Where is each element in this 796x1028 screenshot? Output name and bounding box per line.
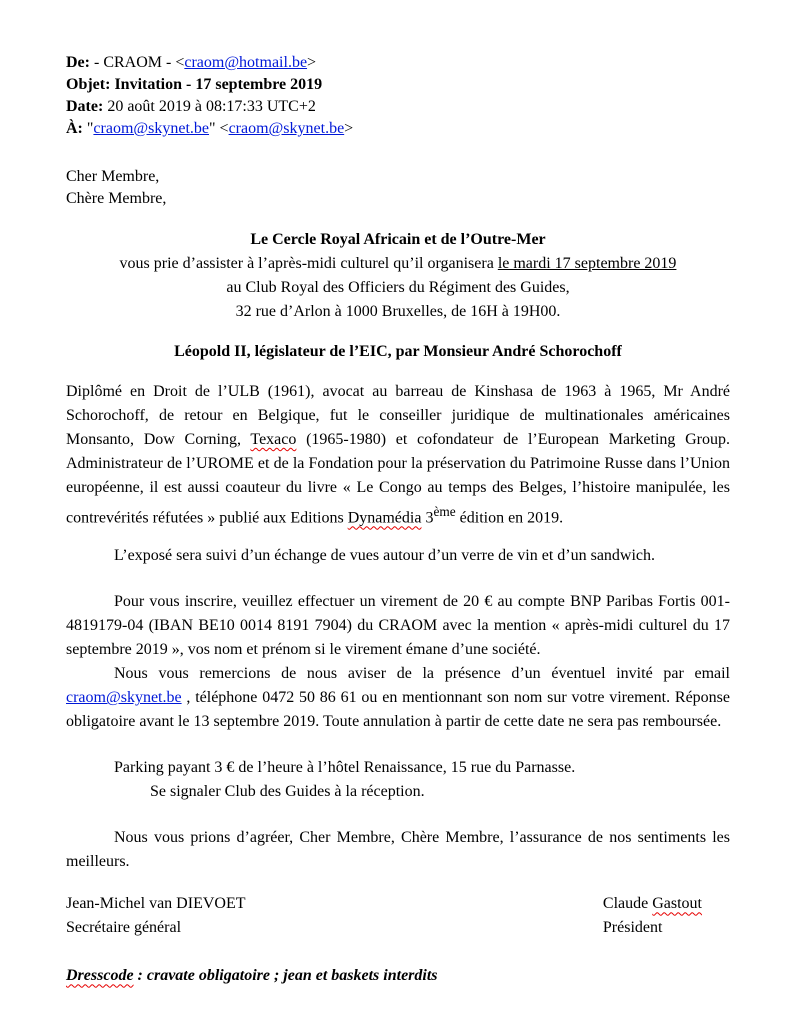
signature-block	[66, 892, 730, 940]
from-pre-text: - CRAOM - <	[89, 54, 185, 71]
inscription-paragraph-2	[66, 662, 730, 734]
from-label: De:	[66, 54, 90, 71]
to-label: À:	[66, 120, 83, 137]
signature-president	[603, 892, 702, 940]
closing-line: Nous vous prions d’agréer, Cher Membre, Chère Membre, l’assurance de nos sentiments les meilleurs.	[66, 829, 730, 871]
salutation-block	[66, 166, 730, 210]
from-line	[66, 52, 730, 74]
secretary-title: Secrétaire général	[66, 919, 182, 937]
dresscode-rest: : cravate obligatoire ; jean et baskets interdits	[133, 967, 438, 985]
parking-line: Parking payant 3 € de l’heure à l’hôtel Renaissance, 15 rue du Parnasse.	[114, 759, 576, 777]
from-post-text: >	[307, 54, 317, 71]
dresscode-word-misspelled: Dresscode	[66, 967, 134, 985]
invitation-line-date	[66, 252, 730, 276]
to-line	[66, 118, 730, 140]
invitation-title: Le Cercle Royal Africain et de l’Outre-Mer	[250, 231, 546, 248]
inscription-block	[66, 590, 730, 734]
parking-block	[66, 756, 730, 804]
invitation-date-underlined: le mardi 17 septembre 2019	[497, 255, 677, 272]
invitation-block	[66, 228, 730, 324]
invitation-venue: au Club Royal des Officiers du Régiment des Guides,	[226, 279, 570, 296]
date-line	[66, 96, 730, 118]
to-email-link-angle[interactable]: craom@skynet.be	[228, 120, 345, 137]
se-signaler-line: Se signaler Club des Guides à la réception.	[150, 783, 425, 801]
inscription-email-link[interactable]: craom@skynet.be	[66, 689, 182, 707]
to-pre-text: "	[82, 120, 94, 137]
subject-line	[66, 74, 730, 96]
dresscode-line	[66, 964, 730, 988]
bio-part-3: 3	[421, 509, 434, 527]
email-header	[66, 52, 730, 140]
invitation-date-pre: vous prie d’assister à l’après-midi culturel qu’il organisera	[119, 255, 498, 272]
inscription-p2-post: , téléphone 0472 50 86 61 ou en mentionnant son nom sur votre virement. Réponse obligatoire avant le 13 septembre 2019. Toute annulation à partir de cette date ne sera pas remboursée.	[66, 689, 730, 731]
subject-value: Invitation - 17 septembre 2019	[110, 76, 323, 93]
salutation-line-2: Chère Membre,	[66, 190, 167, 207]
inscription-paragraph-1: Pour vous inscrire, veuillez effectuer un virement de 20 € au compte BNP Paribas Fortis 001-4819179-04 (IBAN BE10 0014 8191 7904) du CRAOM avec la mention « après-midi culturel du 17 septembre 2019 », vos nom et prénom si le virement émane d’une société.	[66, 593, 730, 659]
bio-part-1: Diplômé en Droit de l’ULB (1961), avocat au barreau de Kinshasa de 1963 à 1965, Mr André Schorochoff, de retour en Belgique, fut le conseiller juridique de multinationales américaines Monsanto, Dow Corning,	[66, 383, 730, 448]
invitation-address: 32 rue d’Arlon à 1000 Bruxelles, de 16H à 19H00.	[235, 303, 561, 320]
secretary-name: Jean-Michel van DIEVOET	[66, 895, 246, 913]
bio-edition-superscript: ème	[433, 504, 456, 519]
president-name	[603, 892, 702, 916]
bio-part-4: édition en 2019.	[455, 509, 564, 527]
president-last-name-misspelled: Gastout	[652, 895, 702, 913]
bio-dynamedia-misspelled: Dynamédia	[347, 509, 422, 527]
expose-line: L’exposé sera suivi d’un échange de vues autour d’un verre de vin et d’un sandwich.	[114, 547, 656, 565]
bio-part-2: (1965-1980) et cofondateur de l’European Marketing Group. Administrateur de l’UROME et de la Fondation pour la préservation du Patrimoine Russe dans l’Union européenne, il est aussi coauteur du livre « Le Congo au temps des Belges, l’histoire manipulée, les contrevérités réfutées » publié aux Editions	[66, 431, 730, 527]
talk-title: Léopold II, législateur de l’EIC, par Monsieur André Schorochoff	[174, 343, 622, 360]
signature-secretary	[66, 892, 246, 940]
from-email-link[interactable]: craom@hotmail.be	[184, 54, 308, 71]
president-title: Président	[602, 919, 663, 937]
to-email-link-quoted[interactable]: craom@skynet.be	[93, 120, 210, 137]
president-first-name: Claude	[602, 895, 653, 913]
inscription-p2-pre: Nous vous remercions de nous aviser de la présence d’un éventuel invité par email	[114, 665, 730, 683]
to-post-text: >	[344, 120, 354, 137]
to-mid-text: " <	[209, 120, 229, 137]
bio-texaco-misspelled: Texaco	[250, 431, 297, 448]
salutation-line-1: Cher Membre,	[66, 168, 160, 185]
subject-label: Objet:	[66, 76, 111, 93]
date-label: Date:	[66, 98, 104, 115]
speaker-bio	[66, 380, 730, 530]
date-value: 20 août 2019 à 08:17:33 UTC+2	[103, 98, 316, 115]
